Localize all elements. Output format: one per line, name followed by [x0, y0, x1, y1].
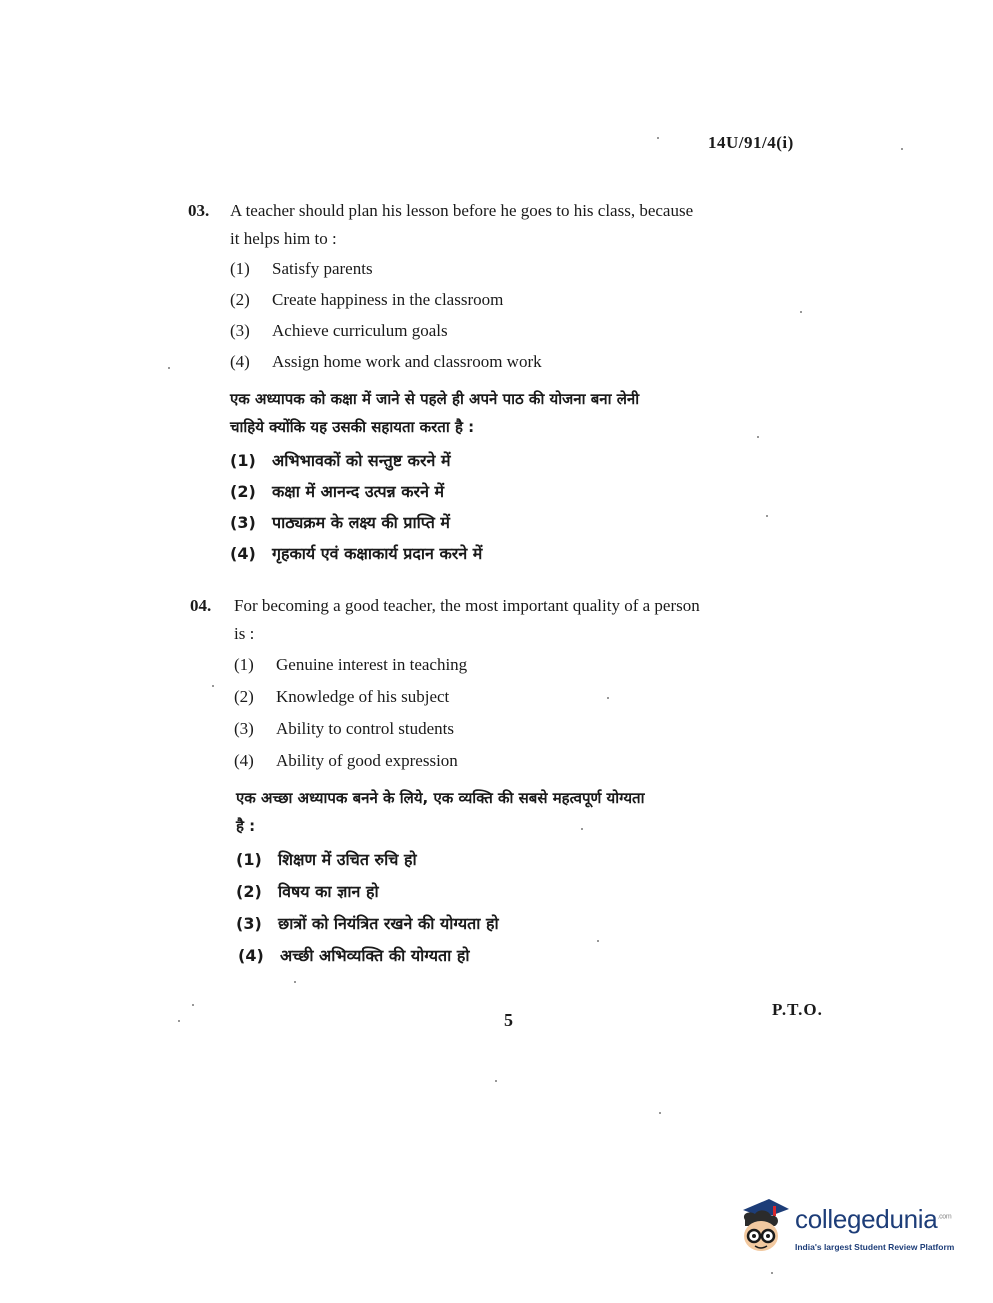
scan-speck — [607, 697, 609, 699]
option-en-3: (3) Achieve curriculum goals — [230, 321, 448, 340]
question-stem-en: A teacher should plan his lesson before he goes to his class, because it helps him to : — [230, 201, 694, 248]
option-en-2: (2) Create happiness in the classroom — [230, 290, 504, 309]
scan-speck — [800, 311, 802, 313]
question-stem-hi: एक अध्यापक को कक्षा में जाने से पहले ही अपने पाठ की योजना बना लेनी चाहिये क्योंकि यह उसकी सहायता करता है : — [230, 390, 640, 436]
option-en-4: (4) Ability of good expression — [234, 751, 458, 770]
scan-speck — [901, 148, 903, 150]
option-hi-3: (3) छात्रों को नियंत्रित रखने की योग्यता हो — [236, 914, 499, 933]
pto-label: P.T.O. — [772, 1000, 823, 1019]
option-hi-2: (2) कक्षा में आनन्द उत्पन्न करने में — [230, 482, 445, 501]
option-hi-2: (2) विषय का ज्ञान हो — [236, 882, 379, 901]
option-en-1: (1) Genuine interest in teaching — [234, 655, 468, 674]
scan-speck — [212, 685, 214, 687]
student-mascot-icon — [735, 1196, 791, 1256]
brand-tagline: India's largest Student Review Platform — [795, 1242, 955, 1252]
question-stem-hi: एक अच्छा अध्यापक बनने के लिये, एक व्यक्ति की सबसे महत्वपूर्ण योग्यता है : — [236, 789, 645, 835]
collegedunia-watermark — [735, 1196, 965, 1260]
option-hi-1: (1) अभिभावकों को सन्तुष्ट करने में — [230, 451, 451, 470]
paper-code: 14U/91/4(i) — [708, 133, 794, 152]
question-number: 03. — [188, 201, 210, 220]
scan-speck — [659, 1112, 661, 1114]
option-en-2: (2) Knowledge of his subject — [234, 687, 450, 706]
scan-speck — [657, 137, 659, 139]
scan-speck — [581, 828, 583, 830]
scan-speck — [294, 981, 296, 983]
scan-speck — [766, 515, 768, 517]
question-04 — [190, 592, 830, 972]
option-hi-4: (4) अच्छी अभिव्यक्ति की योग्यता हो — [238, 946, 470, 965]
option-hi-4: (4) गृहकार्य एवं कक्षाकार्य प्रदान करने में — [230, 544, 483, 563]
page-number: 5 — [504, 1010, 513, 1030]
scan-speck — [597, 940, 599, 942]
question-number: 04. — [190, 596, 212, 615]
brand-name: collegedunia$^{.com}$ — [795, 1204, 952, 1234]
scan-speck — [178, 1020, 180, 1022]
scan-speck — [192, 1004, 194, 1006]
scan-speck — [168, 367, 170, 369]
question-03 — [188, 197, 828, 577]
option-hi-1: (1) शिक्षण में उचित रुचि हो — [236, 850, 417, 869]
scan-speck — [495, 1080, 497, 1082]
option-hi-3: (3) पाठ्यक्रम के लक्ष्य की प्राप्ति में — [230, 513, 450, 532]
option-en-4: (4) Assign home work and classroom work — [230, 352, 542, 371]
scan-speck — [771, 1272, 773, 1274]
option-en-3: (3) Ability to control students — [234, 719, 455, 738]
question-stem-en: For becoming a good teacher, the most important quality of a person is : — [234, 596, 700, 643]
scan-speck — [757, 436, 759, 438]
option-en-1: (1) Satisfy parents — [230, 259, 373, 278]
